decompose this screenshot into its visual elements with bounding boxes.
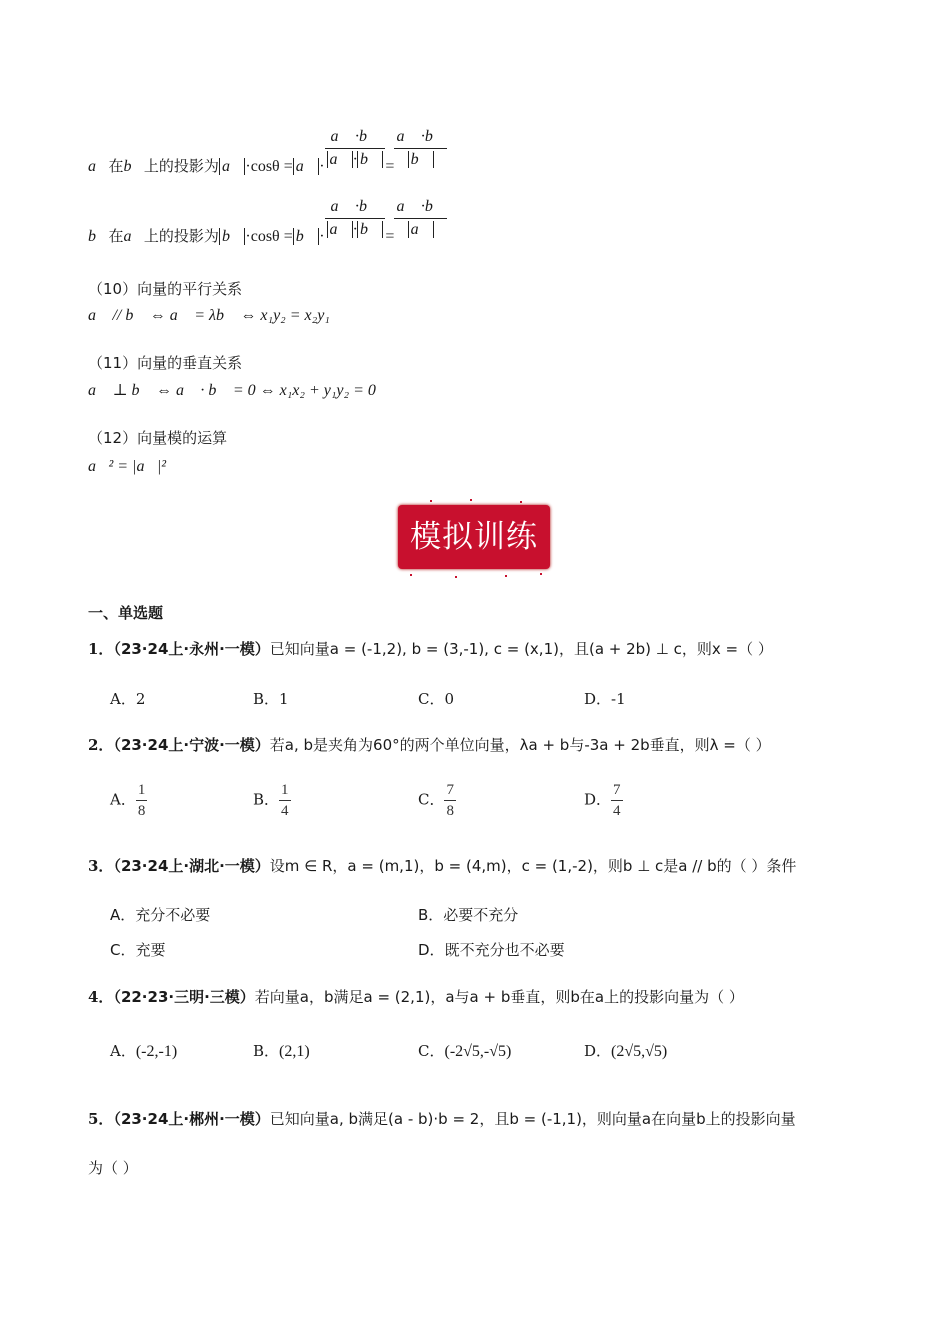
option-label: B．	[418, 906, 444, 924]
section-formula-11: a⃗ ⊥ b⃗ ⇔ a⃗ · b⃗ = 0 ⇔ x₁x₂ + y₁y₂ = 0	[88, 382, 376, 399]
q1-option-c[interactable]	[418, 688, 454, 709]
section-heading-10: （10）向量的平行关系	[88, 280, 243, 298]
question-stem: 已知向量a = (-1,2), b = (3,-1), c = (x,1)，且(a + 2b) ⊥ c，则x =（ ）	[269, 640, 773, 658]
option-value: 0	[444, 690, 455, 708]
option-fraction: $\frac{7}{4}$	[613, 782, 621, 819]
question-5	[88, 1108, 796, 1129]
option-label: A．	[110, 1042, 136, 1060]
equals-sign: =	[385, 158, 395, 175]
q3-option-d[interactable]	[418, 939, 565, 960]
question-stem: 若a, b是夹角为60°的两个单位向量，λa + b与-3a + 2b垂直，则λ =（ ）	[269, 736, 771, 754]
question-number: 2．	[88, 736, 114, 754]
q2-option-c[interactable]	[418, 780, 456, 821]
option-value: 既不充分也不必要	[444, 941, 565, 959]
question-number: 1．	[88, 640, 114, 658]
option-value: 充分不必要	[135, 906, 211, 924]
option-value: (2√5,√5)	[611, 1043, 668, 1060]
question-3	[88, 855, 796, 876]
option-label: A．	[110, 690, 136, 708]
q1-option-d[interactable]	[584, 688, 626, 709]
banner-title: 模拟训练	[410, 519, 538, 555]
option-label: A．	[110, 790, 136, 809]
question-number: 4．	[88, 988, 114, 1006]
part-title: 一、单选题	[88, 604, 164, 622]
option-label: C．	[418, 690, 445, 708]
option-value: 1	[279, 690, 289, 708]
option-fraction: $\frac{1}{8}$	[137, 782, 146, 819]
question-source: （23·24上·宁波·一模）	[113, 736, 270, 754]
question-stem: 设m ∈ R，a = (m,1)，b = (4,m)，c = (1,-2)，则b ⊥ c是a // b的（ ）条件	[269, 857, 797, 875]
question-source: （23·24上·湖北·一模）	[113, 857, 270, 875]
question-stem: 已知向量a, b满足(a - b)·b = 2，且b = (-1,1)，则向量a在向量b上的投影向量	[269, 1110, 796, 1128]
q3-option-c[interactable]	[110, 939, 166, 960]
option-label: D．	[584, 690, 612, 708]
q4-option-d[interactable]	[584, 1040, 667, 1061]
question-2	[88, 734, 771, 755]
option-value: 必要不充分	[443, 906, 519, 924]
option-value: (-2√5,-√5)	[444, 1043, 512, 1060]
text-projection: 上的投影为	[143, 227, 219, 245]
option-label: D．	[418, 941, 445, 959]
q4-option-b[interactable]	[253, 1040, 310, 1061]
cos-text: ·cosθ =	[245, 228, 293, 245]
option-label: D．	[584, 1042, 612, 1060]
question-stem: 若向量a，b满足a = (2,1)，a与a + b垂直，则b在a上的投影向量为（ ）	[254, 988, 744, 1006]
formula-proj-a-on-b: a⃗在b⃗上的投影为 a⃗ ·cosθ = a⃗ · $\frac{a⃗ \cdot b⃗}{a⃗ \cdot b⃗}$ = $\frac{a⃗ \cdot b⃗}{b⃗}$	[88, 128, 446, 175]
q3-option-a[interactable]	[110, 904, 210, 925]
option-label: C．	[110, 941, 136, 959]
practice-banner	[398, 505, 550, 569]
text-zai: 在	[108, 157, 124, 175]
question-1	[88, 638, 773, 659]
text-projection: 上的投影为	[143, 157, 219, 175]
q2-option-d[interactable]	[584, 780, 623, 821]
option-label: D．	[584, 790, 612, 809]
question-source: （23·24上·郴州·一模）	[113, 1110, 270, 1128]
section-formula-12: a⃗² = |a⃗|²	[88, 458, 167, 475]
question-4	[88, 986, 744, 1007]
option-label: B．	[253, 1042, 280, 1060]
option-label: A．	[110, 906, 136, 924]
option-label: B．	[253, 790, 280, 809]
q3-option-b[interactable]	[418, 904, 518, 925]
option-label: C．	[418, 1042, 445, 1060]
equals-sign: =	[385, 228, 395, 245]
question-number: 3．	[88, 857, 114, 875]
option-value: (-2,-1)	[135, 1043, 178, 1060]
option-value: (2,1)	[279, 1043, 310, 1060]
text-zai: 在	[108, 227, 124, 245]
q2-option-a[interactable]	[110, 780, 147, 821]
q4-option-a[interactable]	[110, 1040, 177, 1061]
question-source: （23·24上·永州·一模）	[113, 640, 270, 658]
section-heading-12: （12）向量模的运算	[88, 429, 228, 447]
q1-option-a[interactable]	[110, 688, 145, 709]
formula-proj-b-on-a: b⃗在a⃗上的投影为 b⃗ ·cosθ = b⃗ · $\frac{a⃗ \cdot b⃗}{a⃗ \cdot b⃗}$ = $\frac{a⃗ \cdot b⃗}{a⃗}$	[88, 198, 446, 245]
question-number: 5．	[88, 1110, 114, 1128]
question-5-continuation: 为（ ）	[88, 1159, 138, 1177]
q1-option-b[interactable]	[253, 688, 289, 709]
option-fraction: $\frac{1}{4}$	[281, 782, 289, 819]
option-label: C．	[418, 790, 445, 809]
q2-option-b[interactable]	[253, 780, 291, 821]
section-formula-10: a⃗ // b⃗ ⇔ a⃗ = λb⃗ ⇔ x₁y₂ = x₂y₁	[88, 307, 330, 324]
option-label: B．	[253, 690, 280, 708]
question-source: （22·23·三明·三模）	[113, 988, 255, 1006]
option-fraction: $\frac{7}{8}$	[446, 782, 454, 819]
cos-text: ·cosθ =	[245, 158, 293, 175]
option-value: 充要	[135, 941, 166, 959]
option-value: -1	[611, 690, 626, 708]
q4-option-c[interactable]	[418, 1040, 511, 1061]
section-heading-11: （11）向量的垂直关系	[88, 354, 243, 372]
option-value: 2	[135, 690, 146, 708]
